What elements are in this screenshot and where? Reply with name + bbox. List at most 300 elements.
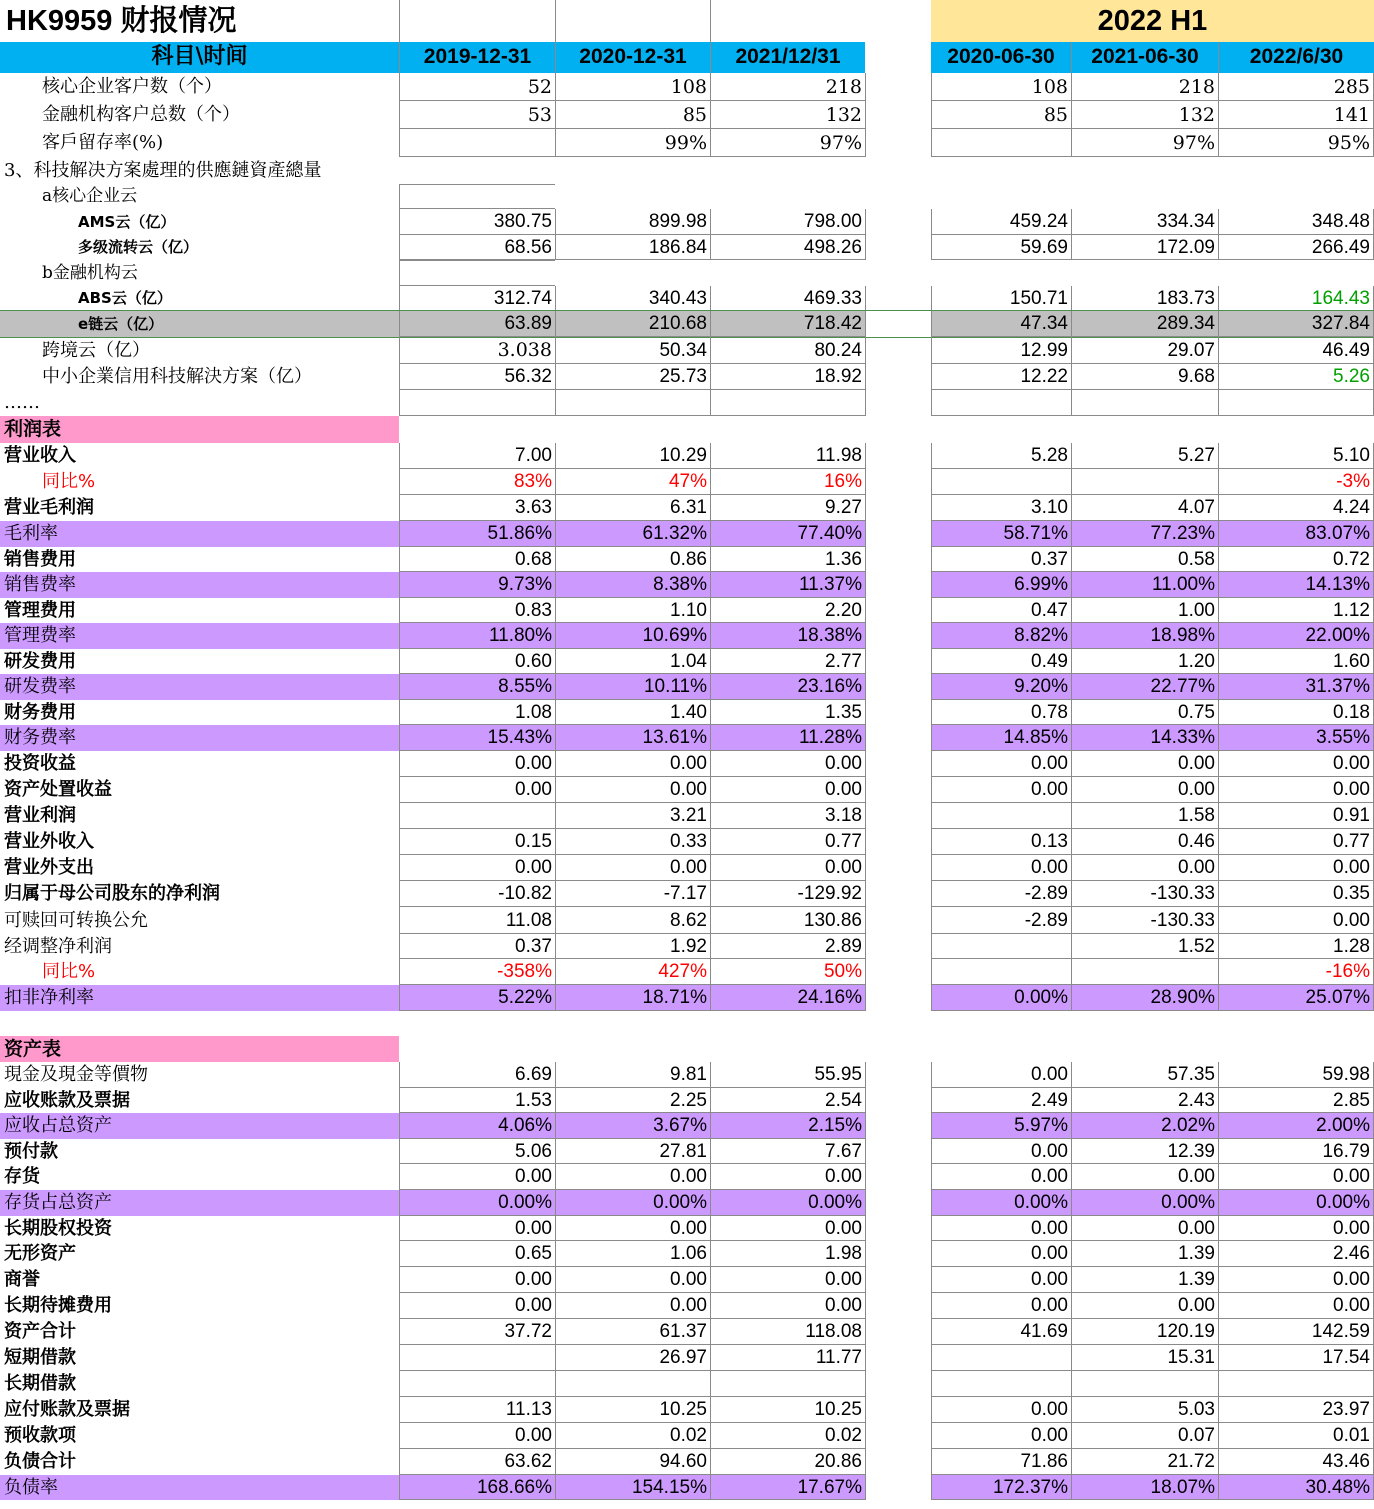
gap-cell[interactable] (865, 803, 931, 829)
gap-cell[interactable] (865, 907, 931, 934)
value-cell[interactable] (931, 959, 1071, 985)
value-cell[interactable]: 118.08 (710, 1319, 865, 1345)
value-cell[interactable]: 164.43 (1218, 286, 1374, 311)
value-cell[interactable]: -16% (1218, 959, 1374, 985)
value-cell[interactable]: 2.02% (1071, 1113, 1218, 1139)
value-cell[interactable]: 312.74 (399, 286, 555, 311)
value-cell[interactable]: 2.49 (931, 1088, 1071, 1113)
value-cell[interactable]: 59.98 (1218, 1062, 1374, 1088)
gap-cell[interactable] (865, 751, 931, 777)
row-label[interactable]: 营业外收入 (4, 831, 94, 852)
value-cell[interactable]: 14.85% (931, 725, 1071, 751)
value-cell[interactable]: 327.84 (1218, 311, 1374, 337)
value-cell[interactable]: 6.99% (931, 572, 1071, 598)
value-cell[interactable]: 183.73 (1071, 286, 1218, 311)
value-cell[interactable]: 11.08 (399, 907, 555, 934)
value-cell[interactable]: 218 (710, 73, 865, 101)
value-cell[interactable]: 1.04 (555, 649, 710, 674)
value-cell[interactable]: 23.97 (1218, 1397, 1374, 1423)
value-cell[interactable]: 0.00 (399, 751, 555, 777)
gap-cell[interactable] (865, 1113, 931, 1139)
value-cell[interactable]: 0.00 (1218, 1267, 1374, 1293)
value-cell[interactable]: 68.56 (399, 235, 555, 260)
value-cell[interactable]: 0.00 (931, 777, 1071, 803)
value-cell[interactable]: 0.00 (1071, 1293, 1218, 1319)
value-cell[interactable]: 7.00 (399, 443, 555, 469)
gap-cell[interactable] (865, 777, 931, 803)
value-cell[interactable]: 16.79 (1218, 1139, 1374, 1164)
value-cell[interactable]: 9.20% (931, 674, 1071, 700)
sheet-title[interactable]: HK9959 财报情况 (6, 5, 237, 37)
value-cell[interactable]: 18.98% (1071, 623, 1218, 649)
value-cell[interactable]: 132 (710, 101, 865, 129)
row-label[interactable]: 长期股权投资 (4, 1218, 112, 1239)
value-cell[interactable] (931, 1345, 1071, 1371)
row-label[interactable]: AMS云（亿） (78, 213, 176, 231)
value-cell[interactable]: 0.00 (931, 751, 1071, 777)
value-cell[interactable]: 11.13 (399, 1397, 555, 1423)
value-cell[interactable]: 266.49 (1218, 235, 1374, 260)
value-cell[interactable]: 0.37 (931, 547, 1071, 572)
value-cell[interactable]: 2.20 (710, 598, 865, 623)
row-label[interactable]: b金融机构云 (42, 263, 138, 283)
value-cell[interactable]: 0.00 (1071, 855, 1218, 881)
value-cell[interactable]: 11.37% (710, 572, 865, 598)
value-cell[interactable]: 0.46 (1071, 829, 1218, 855)
value-cell[interactable]: 0.00 (1218, 907, 1374, 934)
row-label[interactable]: 资产处置收益 (4, 779, 112, 800)
value-cell[interactable]: 0.00% (1071, 1190, 1218, 1216)
gap-cell[interactable] (865, 1345, 931, 1371)
value-cell[interactable]: 0.00 (931, 1164, 1071, 1190)
row-label[interactable]: ABS云（亿） (78, 289, 172, 307)
value-cell[interactable]: 0.00 (555, 777, 710, 803)
value-cell[interactable]: -2.89 (931, 881, 1071, 907)
row-label[interactable]: 存货 (4, 1166, 40, 1187)
row-label[interactable]: 财务费率 (0, 725, 399, 751)
value-cell[interactable]: 47.34 (931, 311, 1071, 337)
value-cell[interactable]: 4.07 (1071, 495, 1218, 521)
value-cell[interactable] (555, 1371, 710, 1397)
col-header[interactable]: 2019-12-31 (399, 42, 555, 73)
value-cell[interactable]: 0.00 (555, 1267, 710, 1293)
gap-cell[interactable] (865, 881, 931, 907)
row-label[interactable]: …… (4, 392, 40, 413)
row-label[interactable]: 营业利润 (4, 805, 76, 826)
gap-cell[interactable] (865, 521, 931, 547)
value-cell[interactable]: 132 (1071, 101, 1218, 129)
value-cell[interactable]: 61.37 (555, 1319, 710, 1345)
value-cell[interactable] (399, 803, 555, 829)
row-label[interactable]: 资产合计 (4, 1321, 76, 1342)
value-cell[interactable]: 5.27 (1071, 443, 1218, 469)
value-cell[interactable]: 108 (555, 73, 710, 101)
value-cell[interactable]: 37.72 (399, 1319, 555, 1345)
value-cell[interactable]: 0.37 (399, 934, 555, 959)
value-cell[interactable]: 97% (1071, 129, 1218, 157)
value-cell[interactable]: 289.34 (1071, 311, 1218, 337)
value-cell[interactable]: 16% (710, 469, 865, 495)
gap-cell[interactable] (865, 547, 931, 572)
value-cell[interactable]: 0.00 (710, 1267, 865, 1293)
value-cell[interactable]: 10.29 (555, 443, 710, 469)
value-cell[interactable]: 21.72 (1071, 1449, 1218, 1475)
gap-cell[interactable] (865, 364, 931, 390)
value-cell[interactable]: 2.00% (1218, 1113, 1374, 1139)
col-header[interactable]: 2022/6/30 (1218, 42, 1374, 73)
value-cell[interactable]: 77.23% (1071, 521, 1218, 547)
value-cell[interactable]: 41.69 (931, 1319, 1071, 1345)
value-cell[interactable]: 30.48% (1218, 1475, 1374, 1500)
value-cell[interactable]: 10.25 (555, 1397, 710, 1423)
value-cell[interactable]: 0.00 (555, 855, 710, 881)
value-cell[interactable]: 0.00 (931, 1423, 1071, 1449)
row-label[interactable]: 长期待摊费用 (4, 1295, 112, 1316)
gap-cell[interactable] (865, 469, 931, 495)
value-cell[interactable]: 1.92 (555, 934, 710, 959)
gap-cell[interactable] (865, 934, 931, 959)
value-cell[interactable]: -129.92 (710, 881, 865, 907)
value-cell[interactable]: 83.07% (1218, 521, 1374, 547)
value-cell[interactable]: 0.47 (931, 598, 1071, 623)
gap-cell[interactable] (865, 311, 931, 337)
row-label[interactable]: 現金及現金等價物 (4, 1064, 148, 1085)
value-cell[interactable]: 0.00 (399, 1423, 555, 1449)
value-cell[interactable]: 0.00 (931, 1293, 1071, 1319)
value-cell[interactable]: 5.06 (399, 1139, 555, 1164)
value-cell[interactable]: 12.22 (931, 364, 1071, 390)
row-label[interactable]: 营业外支出 (4, 857, 94, 878)
value-cell[interactable] (555, 390, 710, 416)
row-label[interactable]: 销售费率 (0, 572, 399, 598)
value-cell[interactable]: 22.77% (1071, 674, 1218, 700)
value-cell[interactable]: 5.22% (399, 985, 555, 1011)
value-cell[interactable]: -7.17 (555, 881, 710, 907)
value-cell[interactable]: 0.78 (931, 700, 1071, 725)
col-header[interactable]: 2021-06-30 (1071, 42, 1218, 73)
gap-cell[interactable] (865, 209, 931, 235)
value-cell[interactable]: 0.60 (399, 649, 555, 674)
value-cell[interactable]: 14.33% (1071, 725, 1218, 751)
value-cell[interactable]: 380.75 (399, 209, 555, 235)
value-cell[interactable]: 6.31 (555, 495, 710, 521)
value-cell[interactable]: 0.00 (399, 1216, 555, 1241)
value-cell[interactable]: 0.68 (399, 547, 555, 572)
value-cell[interactable]: 172.37% (931, 1475, 1071, 1500)
row-label[interactable]: 资产表 (0, 1036, 399, 1062)
gap-cell[interactable] (865, 1241, 931, 1267)
value-cell[interactable]: -358% (399, 959, 555, 985)
value-cell[interactable]: -130.33 (1071, 881, 1218, 907)
row-label[interactable]: 应付账款及票据 (4, 1399, 130, 1420)
value-cell[interactable]: 0.00 (1218, 751, 1374, 777)
value-cell[interactable]: 15.43% (399, 725, 555, 751)
gap-cell[interactable] (865, 623, 931, 649)
value-cell[interactable]: 0.75 (1071, 700, 1218, 725)
gap-cell[interactable] (865, 985, 931, 1011)
value-cell[interactable]: 3.21 (555, 803, 710, 829)
value-cell[interactable]: 0.18 (1218, 700, 1374, 725)
value-cell[interactable]: 108 (931, 73, 1071, 101)
value-cell[interactable]: 0.00 (1071, 751, 1218, 777)
value-cell[interactable]: 0.00 (399, 855, 555, 881)
row-label[interactable]: 多级流转云（亿） (78, 238, 199, 256)
value-cell[interactable]: 3.10 (931, 495, 1071, 521)
value-cell[interactable]: 0.00% (710, 1190, 865, 1216)
gap-cell[interactable] (865, 674, 931, 700)
value-cell[interactable]: 899.98 (555, 209, 710, 235)
value-cell[interactable]: 154.15% (555, 1475, 710, 1500)
value-cell[interactable]: 1.12 (1218, 598, 1374, 623)
value-cell[interactable]: 5.10 (1218, 443, 1374, 469)
value-cell[interactable] (931, 1371, 1071, 1397)
value-cell[interactable]: 25.73 (555, 364, 710, 390)
value-cell[interactable]: 10.69% (555, 623, 710, 649)
value-cell[interactable]: 25.07% (1218, 985, 1374, 1011)
value-cell[interactable]: 99% (555, 129, 710, 157)
value-cell[interactable]: 0.00 (1071, 777, 1218, 803)
row-label[interactable]: 3、科技解决方案處理的供應鏈資產總量 (4, 160, 322, 181)
value-cell[interactable]: 0.13 (931, 829, 1071, 855)
gap-cell[interactable] (865, 1139, 931, 1164)
value-cell[interactable]: 0.00 (710, 855, 865, 881)
value-cell[interactable]: 0.49 (931, 649, 1071, 674)
value-cell[interactable]: 1.39 (1071, 1267, 1218, 1293)
value-cell[interactable] (710, 390, 865, 416)
row-label[interactable]: 营业毛利润 (4, 497, 94, 518)
value-cell[interactable]: 18.07% (1071, 1475, 1218, 1500)
value-cell[interactable]: 12.99 (931, 337, 1071, 364)
value-cell[interactable]: 0.00% (931, 985, 1071, 1011)
row-label[interactable]: 可赎回可转换公允 (4, 910, 148, 931)
value-cell[interactable]: 13.61% (555, 725, 710, 751)
gap-cell[interactable] (865, 1423, 931, 1449)
value-cell[interactable]: 29.07 (1071, 337, 1218, 364)
gap-cell[interactable] (865, 286, 931, 311)
row-label[interactable]: 预付款 (4, 1141, 58, 1162)
value-cell[interactable]: 1.00 (1071, 598, 1218, 623)
value-cell[interactable]: 24.16% (710, 985, 865, 1011)
value-cell[interactable]: 5.26 (1218, 364, 1374, 390)
row-label[interactable]: 营业收入 (4, 445, 76, 466)
value-cell[interactable]: 0.00 (399, 1164, 555, 1190)
value-cell[interactable]: 218 (1071, 73, 1218, 101)
value-cell[interactable]: 285 (1218, 73, 1374, 101)
value-cell[interactable]: 0.77 (710, 829, 865, 855)
value-cell[interactable]: 1.20 (1071, 649, 1218, 674)
value-cell[interactable]: 0.58 (1071, 547, 1218, 572)
value-cell[interactable]: 1.52 (1071, 934, 1218, 959)
row-label[interactable]: 负债率 (0, 1475, 399, 1500)
value-cell[interactable]: 1.40 (555, 700, 710, 725)
value-cell[interactable]: 0.77 (1218, 829, 1374, 855)
value-cell[interactable]: 0.00 (931, 1062, 1071, 1088)
gap-cell[interactable] (865, 495, 931, 521)
value-cell[interactable]: 80.24 (710, 337, 865, 364)
gap-cell[interactable] (865, 1319, 931, 1345)
value-cell[interactable]: 5.97% (931, 1113, 1071, 1139)
row-label[interactable]: 预收款项 (4, 1425, 76, 1446)
value-cell[interactable]: 0.00 (931, 855, 1071, 881)
value-cell[interactable]: 50% (710, 959, 865, 985)
value-cell[interactable]: 0.33 (555, 829, 710, 855)
value-cell[interactable]: 26.97 (555, 1345, 710, 1371)
row-label[interactable]: 同比% (42, 471, 96, 492)
value-cell[interactable]: 46.49 (1218, 337, 1374, 364)
value-cell[interactable]: 53 (399, 101, 555, 129)
gap-cell[interactable] (865, 1449, 931, 1475)
row-label[interactable]: 短期借款 (4, 1347, 76, 1368)
period-h1-label[interactable]: 2022 H1 (931, 0, 1374, 42)
value-cell[interactable]: 0.91 (1218, 803, 1374, 829)
value-cell[interactable]: 130.86 (710, 907, 865, 934)
value-cell[interactable]: 186.84 (555, 235, 710, 260)
gap-cell[interactable] (865, 1293, 931, 1319)
value-cell[interactable]: 2.15% (710, 1113, 865, 1139)
value-cell[interactable]: 61.32% (555, 521, 710, 547)
value-cell[interactable]: 0.07 (1071, 1423, 1218, 1449)
value-cell[interactable]: 7.67 (710, 1139, 865, 1164)
gap-cell[interactable] (865, 129, 931, 157)
value-cell[interactable]: 0.02 (555, 1423, 710, 1449)
row-label[interactable]: 应收账款及票据 (4, 1090, 130, 1111)
value-cell[interactable]: 0.00 (1218, 1216, 1374, 1241)
row-label[interactable] (0, 1011, 399, 1036)
value-cell[interactable]: 0.86 (555, 547, 710, 572)
row-label[interactable]: 投资收益 (4, 753, 76, 774)
gap-cell[interactable] (865, 1371, 931, 1397)
value-cell[interactable]: 0.00 (931, 1216, 1071, 1241)
value-cell[interactable]: 3.038 (399, 337, 555, 364)
value-cell[interactable]: 0.15 (399, 829, 555, 855)
value-cell[interactable]: 2.54 (710, 1088, 865, 1113)
value-cell[interactable]: 1.36 (710, 547, 865, 572)
gap-cell[interactable] (865, 1267, 931, 1293)
row-label[interactable]: 无形资产 (4, 1243, 76, 1264)
value-cell[interactable] (931, 934, 1071, 959)
value-cell[interactable]: 0.00 (1218, 1293, 1374, 1319)
value-cell[interactable]: 8.38% (555, 572, 710, 598)
row-label[interactable]: 财务费用 (4, 702, 76, 723)
value-cell[interactable]: 0.00 (399, 1267, 555, 1293)
gap-cell[interactable] (865, 1190, 931, 1216)
value-cell[interactable] (1218, 390, 1374, 416)
row-label[interactable]: 应收占总资产 (0, 1113, 399, 1139)
value-cell[interactable] (399, 1371, 555, 1397)
value-cell[interactable]: 0.00% (931, 1190, 1071, 1216)
value-cell[interactable]: 9.81 (555, 1062, 710, 1088)
value-cell[interactable]: 0.83 (399, 598, 555, 623)
value-cell[interactable]: 15.31 (1071, 1345, 1218, 1371)
title-cell-empty[interactable] (710, 0, 865, 42)
value-cell[interactable]: 427% (555, 959, 710, 985)
cell-empty[interactable] (399, 184, 555, 209)
value-cell[interactable]: 168.66% (399, 1475, 555, 1500)
value-cell[interactable]: 2.85 (1218, 1088, 1374, 1113)
value-cell[interactable]: 18.38% (710, 623, 865, 649)
value-cell[interactable]: 2.89 (710, 934, 865, 959)
value-cell[interactable]: 0.00 (931, 1397, 1071, 1423)
row-label[interactable]: 核心企业客户数（个） (42, 76, 222, 97)
value-cell[interactable]: -130.33 (1071, 907, 1218, 934)
value-cell[interactable]: 1.06 (555, 1241, 710, 1267)
gap-cell[interactable] (865, 649, 931, 674)
value-cell[interactable] (1071, 959, 1218, 985)
gap-cell[interactable] (865, 1164, 931, 1190)
col-header[interactable]: 2020-06-30 (931, 42, 1071, 73)
value-cell[interactable]: 1.08 (399, 700, 555, 725)
value-cell[interactable] (1071, 1371, 1218, 1397)
value-cell[interactable]: 20.86 (710, 1449, 865, 1475)
value-cell[interactable]: 2.43 (1071, 1088, 1218, 1113)
cell-empty[interactable] (399, 260, 555, 286)
row-label[interactable]: 销售费用 (4, 549, 76, 570)
value-cell[interactable]: 0.00 (555, 1293, 710, 1319)
value-cell[interactable]: 52 (399, 73, 555, 101)
value-cell[interactable]: 11.28% (710, 725, 865, 751)
value-cell[interactable]: 718.42 (710, 311, 865, 337)
value-cell[interactable]: 1.98 (710, 1241, 865, 1267)
value-cell[interactable]: 0.00% (399, 1190, 555, 1216)
value-cell[interactable]: 334.34 (1071, 209, 1218, 235)
value-cell[interactable]: 6.69 (399, 1062, 555, 1088)
gap-cell[interactable] (865, 235, 931, 260)
value-cell[interactable]: 27.81 (555, 1139, 710, 1164)
gap-cell[interactable] (865, 1475, 931, 1500)
gap-cell[interactable] (865, 101, 931, 129)
value-cell[interactable] (1071, 469, 1218, 495)
value-cell[interactable]: 9.73% (399, 572, 555, 598)
gap-cell[interactable] (865, 1397, 931, 1423)
row-label[interactable]: 利润表 (0, 416, 399, 443)
row-label[interactable]: 同比% (42, 961, 96, 982)
row-label[interactable]: 管理费率 (0, 623, 399, 649)
gap-cell[interactable] (865, 73, 931, 101)
row-label[interactable]: a核心企业云 (42, 186, 138, 206)
value-cell[interactable]: 469.33 (710, 286, 865, 311)
gap-cell[interactable] (865, 1216, 931, 1241)
row-label[interactable]: 负债合计 (4, 1451, 76, 1472)
value-cell[interactable]: 0.00 (931, 1241, 1071, 1267)
row-label[interactable]: 毛利率 (0, 521, 399, 547)
value-cell[interactable]: 0.00 (1218, 1164, 1374, 1190)
value-cell[interactable]: 11.00% (1071, 572, 1218, 598)
value-cell[interactable]: 1.10 (555, 598, 710, 623)
value-cell[interactable]: 97% (710, 129, 865, 157)
gap-cell[interactable] (865, 829, 931, 855)
value-cell[interactable] (399, 390, 555, 416)
value-cell[interactable]: 31.37% (1218, 674, 1374, 700)
value-cell[interactable]: 3.67% (555, 1113, 710, 1139)
value-cell[interactable]: -2.89 (931, 907, 1071, 934)
value-cell[interactable]: 1.53 (399, 1088, 555, 1113)
value-cell[interactable]: 348.48 (1218, 209, 1374, 235)
value-cell[interactable]: 5.28 (931, 443, 1071, 469)
value-cell[interactable]: 340.43 (555, 286, 710, 311)
value-cell[interactable]: 17.67% (710, 1475, 865, 1500)
value-cell[interactable]: 23.16% (710, 674, 865, 700)
value-cell[interactable]: 2.46 (1218, 1241, 1374, 1267)
row-label[interactable]: 归属于母公司股东的净利润 (4, 883, 220, 904)
value-cell[interactable]: 9.68 (1071, 364, 1218, 390)
value-cell[interactable]: 11.98 (710, 443, 865, 469)
value-cell[interactable]: 2.25 (555, 1088, 710, 1113)
value-cell[interactable]: 8.82% (931, 623, 1071, 649)
title-cell-empty[interactable] (555, 0, 710, 42)
row-label[interactable]: 管理费用 (4, 600, 76, 621)
value-cell[interactable]: 4.06% (399, 1113, 555, 1139)
value-cell[interactable]: 0.01 (1218, 1423, 1374, 1449)
